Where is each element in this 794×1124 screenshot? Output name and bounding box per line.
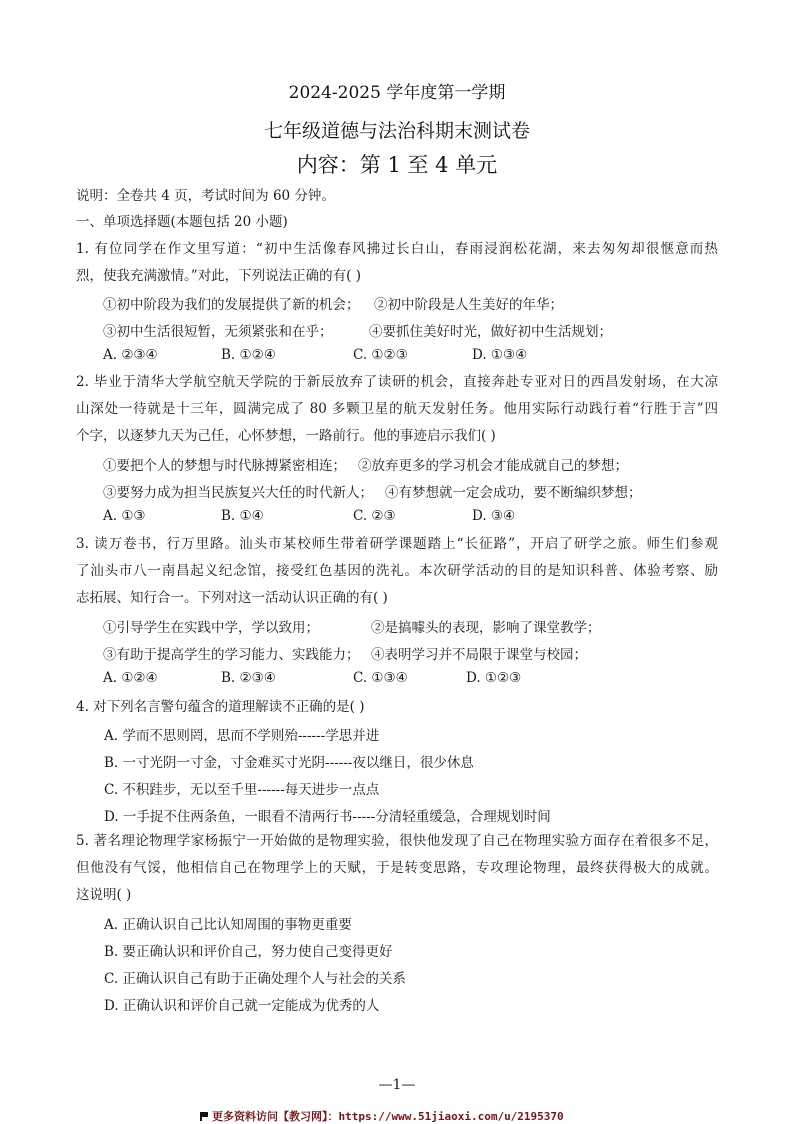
q3-statement-4: ④表明学习并不局限于课堂与校园；	[371, 647, 587, 663]
q4-stem: 4. 对下列名言警句蕴含的道理解读不正确的是( )	[76, 699, 365, 715]
q1-option-d[interactable]: D. ①③④	[472, 347, 528, 363]
exam-year-title: 2024-2025 学年度第一学期	[288, 83, 506, 103]
q3-stem-line-3: 志拓展、知行合一。下列对这一活动认识正确的有( )	[76, 590, 388, 606]
q3-stem-line-1: 3. 读万卷书，行万里路。汕头市某校师生带着研学课题踏上“长征路”，开启了研学之旅。师生们参观	[76, 536, 718, 552]
q2-option-a[interactable]: A. ①③	[103, 508, 146, 524]
q4-option-d[interactable]: D. 一手捉不住两条鱼，一眼看不清两行书-----分清轻重缓急，合理规划时间	[104, 809, 551, 825]
q1-option-a[interactable]: A. ②③④	[103, 347, 158, 363]
q2-option-d[interactable]: D. ③④	[472, 508, 516, 524]
section-heading: 一、单项选择题(本题包括 20 小题)	[76, 214, 288, 230]
q3-statement-1: ①引导学生在实践中学，学以致用；	[103, 620, 319, 636]
q4-option-c[interactable]: C. 不积跬步，无以至千里------每天进步一点点	[104, 782, 380, 798]
exam-instructions: 说明：全卷共 4 页，考试时间为 60 分钟。	[76, 188, 335, 204]
q4-option-a[interactable]: A. 学而不思则罔，思而不学则殆------学思并进	[104, 728, 380, 744]
page-number: —1—	[378, 1077, 416, 1093]
q1-stem-line-2: 烈，使我充满激情。”对此，下列说法正确的有( )	[76, 268, 361, 284]
q5-stem-line-2: 但他没有气馁，他相信自己在物理学上的天赋，于是转变思路，专攻理论物理，最终获得极大的成就。	[76, 860, 718, 876]
q2-option-c[interactable]: C. ②③	[353, 508, 396, 524]
q2-stem-line-3: 个字，以逐梦九天为己任，心怀梦想，一路前行。他的事迹启示我们( )	[76, 428, 496, 444]
q3-statement-2: ②是搞噱头的表现，影响了课堂教学；	[371, 620, 601, 636]
q5-option-d[interactable]: D. 正确认识和评价自己就一定能成为优秀的人	[104, 998, 380, 1014]
q2-option-b[interactable]: B. ①④	[221, 508, 264, 524]
q2-statement-4: ④有梦想就一定会成功，要不断编织梦想；	[385, 485, 642, 501]
q1-stem-line-1: 1. 有位同学在作文里写道：“初中生活像春风拂过长白山，春雨浸润松花湖，来去匆匆却很惬意而热	[76, 241, 718, 257]
q5-stem-line-1: 5. 著名理论物理学家杨振宁一开始做的是物理实验，很快他发现了自己在物理实验方面存在着很多不足，	[76, 833, 718, 849]
q4-option-b[interactable]: B. 一寸光阴一寸金，寸金难买寸光阴------夜以继日，很少休息	[104, 755, 474, 771]
q3-option-c[interactable]: C. ①③④	[353, 670, 408, 686]
q5-stem-line-3: 这说明( )	[76, 887, 132, 903]
q1-statement-2: ②初中阶段是人生美好的年华；	[374, 297, 563, 313]
flag-icon	[200, 1112, 208, 1121]
q1-option-c[interactable]: C. ①②③	[353, 347, 408, 363]
exam-subject-title: 七年级道德与法治科期末测试卷	[263, 120, 530, 142]
q2-stem-line-2: 山深处一待就是十三年，圆满完成了 80 多颗卫星的航天发射任务。他用实际行动践行着“行胜于言”四	[76, 401, 718, 417]
q5-option-a[interactable]: A. 正确认识自己比认知周围的事物更重要	[104, 917, 352, 933]
q3-option-d[interactable]: D. ①②③	[466, 670, 522, 686]
q5-option-c[interactable]: C. 正确认识自己有助于正确处理个人与社会的关系	[104, 971, 406, 987]
q2-statement-2: ②放弃更多的学习机会才能成就自己的梦想；	[358, 458, 628, 474]
q3-option-b[interactable]: B. ②③④	[221, 670, 276, 686]
q3-stem-line-2: 了汕头市八一南昌起义纪念馆，接受红色基因的洗礼。本次研学活动的目的是知识科普、体验考察、励	[76, 563, 718, 579]
q2-stem-line-1: 2. 毕业于清华大学航空航天学院的于新辰放弃了读研的机会，直接奔赴专亚对日的西昌发射场，在大凉	[76, 374, 718, 390]
q3-statement-3: ③有助于提高学生的学习能力、实践能力；	[103, 647, 360, 663]
footer-link[interactable]	[200, 1108, 564, 1124]
exam-content-title: 内容：第 1 至 4 单元	[296, 153, 498, 177]
q2-statement-3: ③要努力成为担当民族复兴大任的时代新人；	[103, 485, 373, 501]
footer-text[interactable]: 更多资料访问【教习网】：https://www.51jiaoxi.com/u/2195370	[212, 1110, 564, 1123]
q1-statement-1: ①初中阶段为我们的发展提供了新的机会；	[103, 297, 360, 313]
q3-option-a[interactable]: A. ①②④	[103, 670, 158, 686]
q1-statement-3: ③初中生活很短暂，无须紧张和在乎；	[103, 324, 333, 340]
q2-statement-1: ①要把个人的梦想与时代脉搏紧密相连；	[103, 458, 346, 474]
q1-statement-4: ④要抓住美好时光，做好初中生活规划；	[369, 324, 612, 340]
q1-option-b[interactable]: B. ①②④	[221, 347, 276, 363]
q5-option-b[interactable]: B. 要正确认识和评价自己，努力使自己变得更好	[104, 944, 393, 960]
